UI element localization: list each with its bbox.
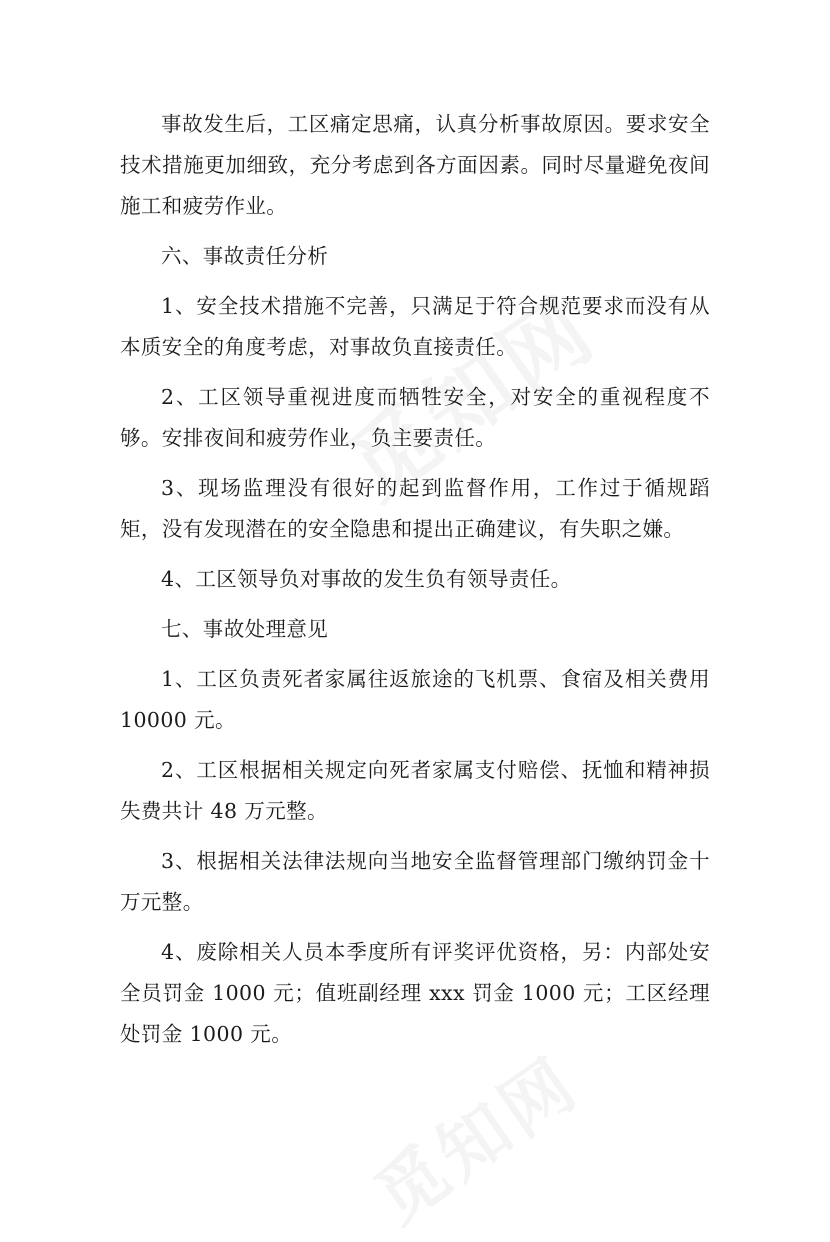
section-title-responsibility: 六、事故责任分析 — [161, 244, 329, 268]
document-body — [120, 104, 710, 1064]
responsibility-item-2: 2、工区领导重视进度而牺牲安全，对安全的重视程度不够。安排夜间和疲劳作业，负主要责任。 — [120, 385, 710, 450]
handling-item-1: 1、工区负责死者家属往返旅途的飞机票、食宿及相关费用 10000 元。 — [120, 667, 710, 732]
paragraph-accident-aftermath: 事故发生后，工区痛定思痛，认真分析事故原因。要求安全技术措施更加细致，充分考虑到各方面因素。同时尽量避免夜间施工和疲劳作业。 — [120, 112, 710, 218]
responsibility-item-4: 4、工区领导负对事故的发生负有领导责任。 — [161, 567, 572, 591]
handling-item-2: 2、工区根据相关规定向死者家属支付赔偿、抚恤和精神损失费共计 48 万元整。 — [120, 758, 710, 823]
handling-item-3: 3、根据相关法律法规向当地安全监督管理部门缴纳罚金十万元整。 — [120, 849, 710, 914]
section-title-handling: 七、事故处理意见 — [161, 617, 329, 641]
handling-item-4: 4、废除相关人员本季度所有评奖评优资格，另：内部处安全员罚金 1000 元；值班副经理 xxx 罚金 1000 元；工区经理处罚金 1000 元。 — [120, 940, 710, 1046]
responsibility-item-1: 1、安全技术措施不完善，只满足于符合规范要求而没有从本质安全的角度考虑，对事故负直接责任。 — [120, 294, 710, 359]
responsibility-item-3: 3、现场监理没有很好的起到监督作用，工作过于循规蹈矩，没有发现潜在的安全隐患和提出正确建议，有失职之嫌。 — [120, 476, 710, 541]
